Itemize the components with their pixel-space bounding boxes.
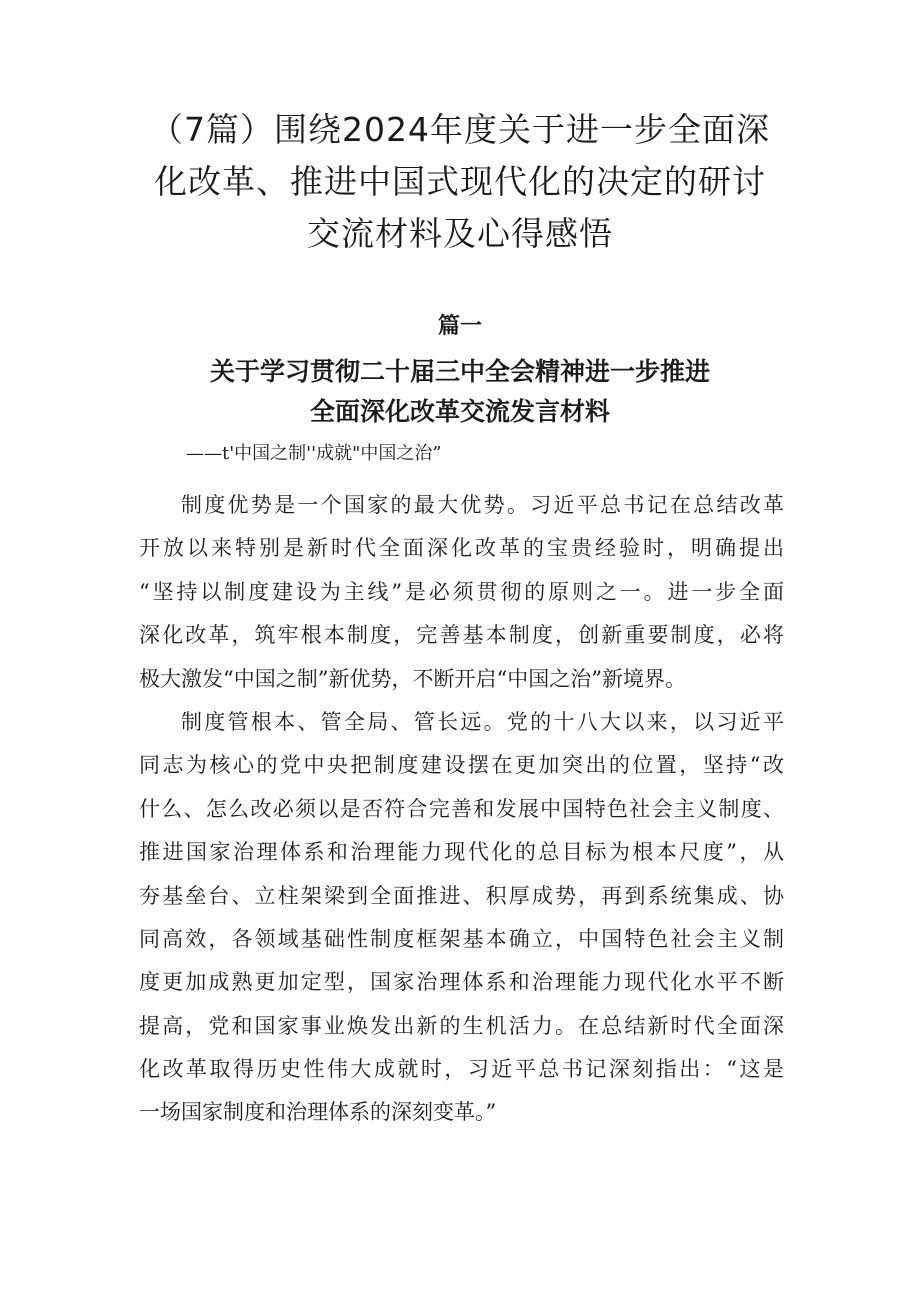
section-subtitle <box>150 352 770 432</box>
title-line-2: 化改革、推进中国式现代化的决定的研讨 <box>154 162 766 201</box>
paragraph-line: 夯基垒台、立柱架梁到全面推进、积厚成势，再到系统集成、协 <box>139 883 784 908</box>
subtitle-line-2: 全面深化改革交流发言材料 <box>309 397 610 426</box>
paragraph-line: 同志为核心的党中央把制度建设摆在更加突出的位置，坚持“改 <box>139 753 784 778</box>
title-line-3: 交流材料及心得感悟 <box>307 214 613 253</box>
paragraph-line: 开放以来特别是新时代全面深化改革的宝贵经验时，明确提出 <box>139 536 784 561</box>
paragraph-line: 什么、怎么改必须以是否符合完善和发展中国特色社会主义制度、 <box>139 796 784 821</box>
paragraph-line: 同高效，各领域基础性制度框架基本确立，中国特色社会主义制 <box>139 926 784 951</box>
paragraph-line: 极大激发“中国之制”新优势，不断开启“中国之治”新境界。 <box>139 666 686 691</box>
paragraph-2 <box>139 701 784 1135</box>
part-label: 篇一 <box>437 314 482 339</box>
paragraph-line: 制度优势是一个国家的最大优势。习近平总书记在总结改革 <box>181 493 784 517</box>
paragraph-line: 化改革取得历史性伟大成就时，习近平总书记深刻指出：“这是 <box>139 1057 784 1082</box>
document-title <box>120 104 800 260</box>
title-line-1: （7篇）围绕2024年度关于进一步全面深 <box>150 110 770 149</box>
paragraph-line: 推进国家治理体系和治理能力现代化的总目标为根本尺度”，从 <box>139 840 784 865</box>
paragraph-line: 制度管根本、管全局、管长远。党的十八大以来，以习近平 <box>181 709 784 734</box>
paragraph-1 <box>139 484 784 701</box>
paragraph-line: “坚持以制度建设为主线”是必须贯彻的原则之一。进一步全面 <box>139 579 784 604</box>
paragraph-line: 度更加成熟更加定型，国家治理体系和治理能力现代化水平不断 <box>139 970 784 995</box>
byline: ——t'中国之制''成就"中国之治” <box>186 443 442 464</box>
paragraph-line: 提高，党和国家事业焕发出新的生机活力。在总结新时代全面深 <box>139 1013 784 1038</box>
subtitle-line-1: 关于学习贯彻二十届三中全会精神进一步推进 <box>209 357 710 386</box>
body-text <box>139 484 784 1135</box>
paragraph-line: 一场国家制度和治理体系的深刻变革。” <box>139 1100 497 1125</box>
paragraph-line: 深化改革，筑牢根本制度，完善基本制度，创新重要制度，必将 <box>139 623 784 648</box>
